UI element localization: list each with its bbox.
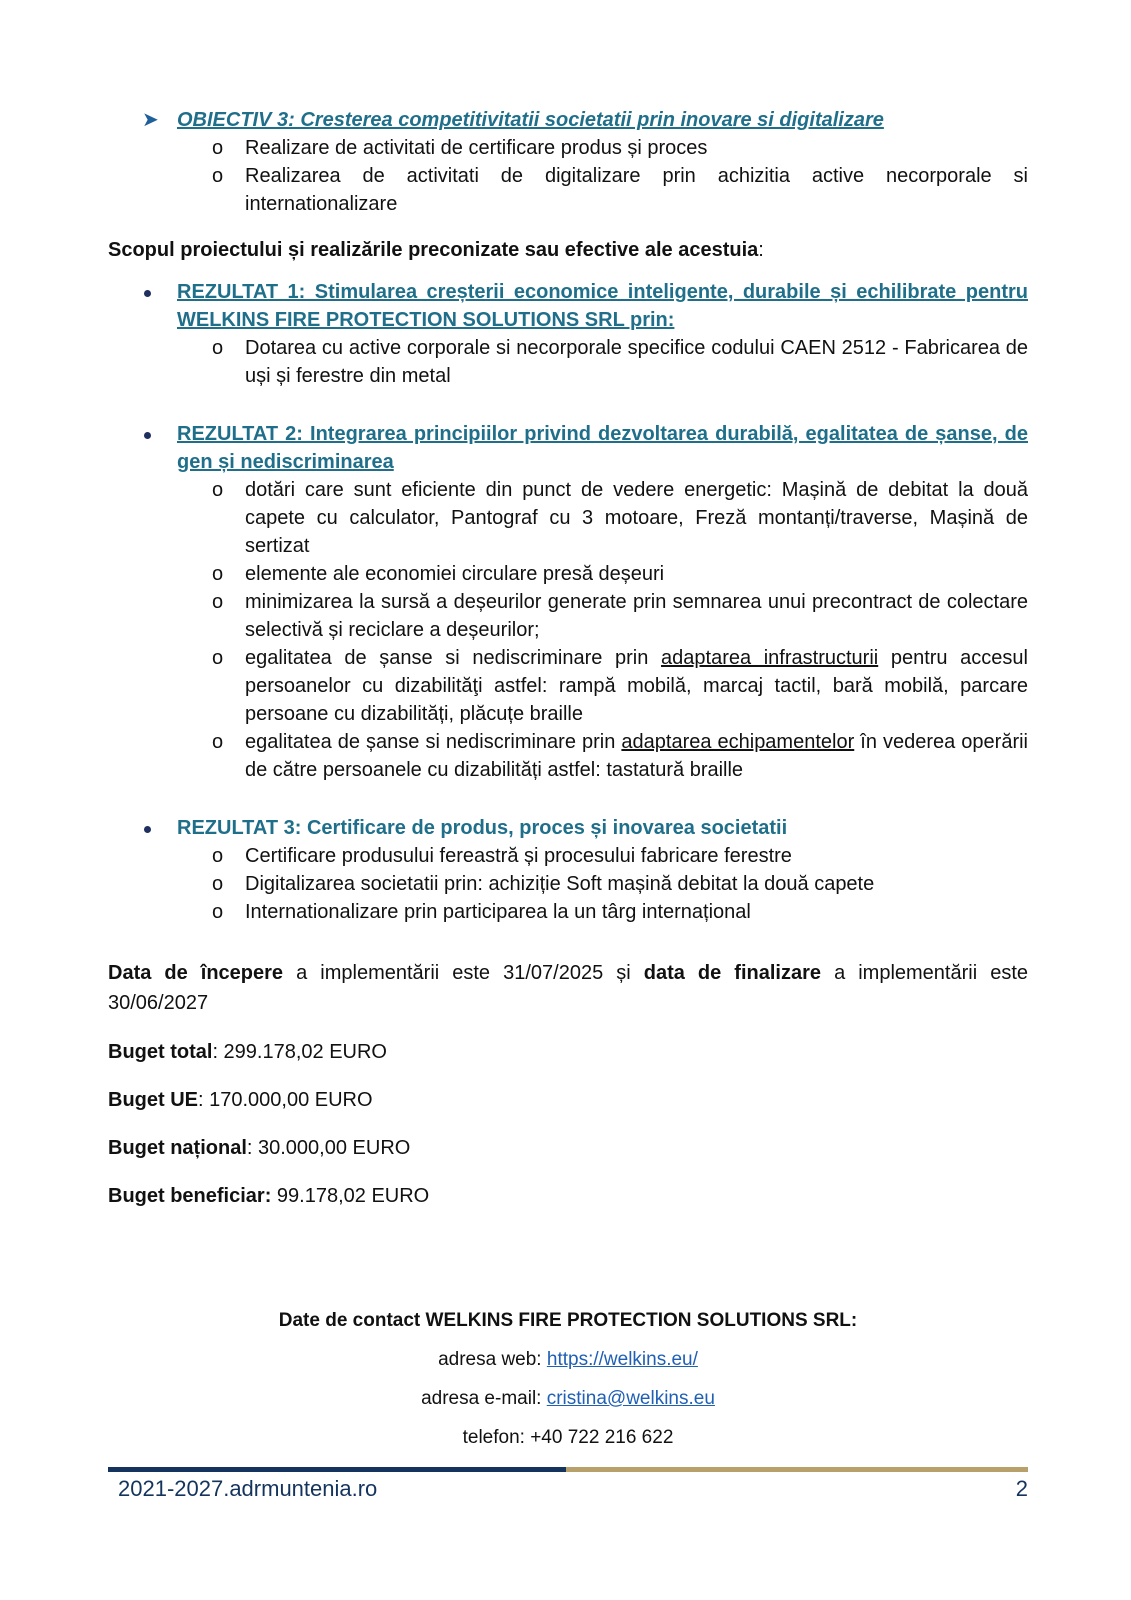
result-3-list — [108, 842, 1028, 926]
contact-email: adresa e-mail: cristina@welkins.eu — [421, 1388, 715, 1409]
result-2-heading: REZULTAT 2: Integrarea principiilor privind dezvoltarea durabilă, egalitatea de șanse, de gen și nediscriminarea — [108, 420, 1028, 476]
arrow-bullet-icon: ➤ — [142, 109, 159, 131]
list-item: o Certificare produsului fereastră și procesului fabricare ferestre — [245, 842, 1028, 870]
email-link[interactable]: cristina@welkins.eu — [546, 1388, 715, 1409]
circle-bullet-icon: o — [212, 647, 224, 669]
objective-title: OBIECTIV 3: Cresterea competitivitatii societatii prin inovare si digitalizare — [177, 109, 884, 131]
circle-bullet-icon: o — [212, 873, 224, 895]
dot-bullet-icon — [144, 826, 151, 833]
footer-divider-gold — [566, 1467, 1028, 1472]
list-item: o Dotarea cu active corporale si necorporale specifice codului CAEN 2512 - Fabricarea de uși și ferestre din metal — [245, 334, 1028, 390]
page-number: 2 — [1015, 1476, 1028, 1501]
budget-total: Buget total: 299.178,02 EURO — [108, 1041, 387, 1063]
list-item: o Internationalizare prin participarea la un târg internațional — [245, 898, 1028, 926]
objective-heading — [108, 106, 1028, 134]
circle-bullet-icon: o — [212, 563, 224, 585]
list-item: o dotări care sunt eficiente din punct de vedere energetic: Mașină de debitat la două capete cu calculator, Pantograf cu 3 motoare, Freză montanți/traverse, Mașină de sertizat — [245, 476, 1028, 560]
dot-bullet-icon — [144, 290, 151, 297]
result-1-list — [108, 334, 1028, 390]
circle-bullet-icon: o — [212, 165, 224, 187]
list-item: o Realizare de activitati de certificare produs și proces — [245, 134, 1028, 162]
list-item: o egalitatea de șanse si nediscriminare prin adaptarea infrastructurii pentru accesul persoanelor cu dizabilităţi astfel: rampă mobilă, marcaj tactil, bară mobilă, parcare persoane cu dizabilități, plăcuțe braille — [245, 644, 1028, 728]
objective-list — [108, 134, 1028, 218]
dot-bullet-icon — [144, 432, 151, 439]
circle-bullet-icon: o — [212, 137, 224, 159]
list-item: o egalitatea de șanse si nediscriminare prin adaptarea echipamentelor în vederea operării de către persoanele cu dizabilități astfel: tastatură braille — [245, 728, 1028, 784]
list-item: o elemente ale economiei circulare presă deșeuri — [245, 560, 1028, 588]
contact-web: adresa web: https://welkins.eu/ — [438, 1349, 698, 1370]
footer-site: 2021-2027.adrmuntenia.ro — [118, 1476, 378, 1501]
circle-bullet-icon: o — [212, 731, 224, 753]
implementation-dates: Data de începere a implementării este 31/07/2025 și data de finalizare a implementării este 30/06/2027 — [108, 962, 1029, 1014]
budget-national: Buget național: 30.000,00 EURO — [108, 1137, 411, 1159]
result-3-heading: REZULTAT 3: Certificare de produs, proces și inovarea societatii — [108, 814, 1028, 842]
budget-ue: Buget UE: 170.000,00 EURO — [108, 1089, 373, 1111]
circle-bullet-icon: o — [212, 901, 224, 923]
scope-heading: Scopul proiectului și realizările preconizate sau efective ale acestuia: — [108, 239, 764, 261]
list-item: o Realizarea de activitati de digitalizare prin achizitia active necorporale si internationalizare — [245, 162, 1028, 218]
circle-bullet-icon: o — [212, 591, 224, 613]
list-item: o minimizarea la sursă a deșeurilor generate prin semnarea unui precontract de colectare selectivă și reciclare a deșeurilor; — [245, 588, 1028, 644]
result-1-heading: REZULTAT 1: Stimularea creșterii economice inteligente, durabile și echilibrate pentru WELKINS FIRE PROTECTION SOLUTIONS SRL prin: — [108, 278, 1028, 334]
budget-beneficiar: Buget beneficiar: 99.178,02 EURO — [108, 1185, 430, 1207]
document-content — [108, 106, 1028, 1230]
circle-bullet-icon: o — [212, 337, 224, 359]
circle-bullet-icon: o — [212, 845, 224, 867]
list-item: o Digitalizarea societatii prin: achiziție Soft mașină debitat la două capete — [245, 870, 1028, 898]
footer-divider-dark — [108, 1467, 566, 1472]
circle-bullet-icon: o — [212, 479, 224, 501]
contact-title: Date de contact WELKINS FIRE PROTECTION SOLUTIONS SRL: — [278, 1310, 858, 1331]
result-2-list — [108, 476, 1028, 784]
contact-phone: telefon: +40 722 216 622 — [462, 1427, 674, 1448]
web-link[interactable]: https://welkins.eu/ — [546, 1349, 698, 1370]
